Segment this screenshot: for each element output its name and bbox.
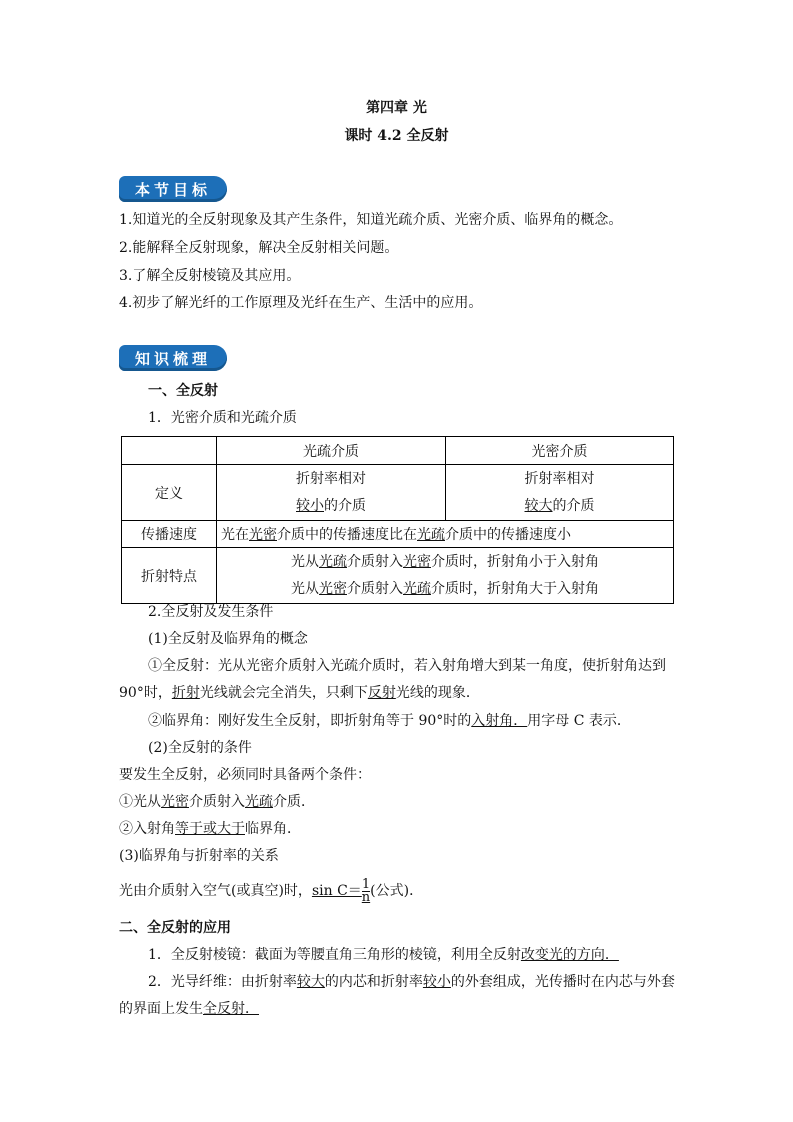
section-heading: 二、全反射的应用 bbox=[119, 920, 231, 936]
paragraph: 1．全反射棱镜：截面为等腰直角三角形的棱镜，利用全反射改变光的方向． bbox=[148, 947, 619, 963]
paragraph: ②入射角等于或大于临界角． bbox=[119, 821, 301, 837]
paragraph: 的界面上发生全反射． bbox=[119, 1001, 259, 1017]
fraction: $\frac{1}{n}$ bbox=[361, 876, 371, 905]
medium-comparison-table bbox=[121, 436, 674, 604]
formula-line: 光由介质射入空气(或真空)时，sin C＝ $\frac{1}{n}$ (公式)． bbox=[119, 876, 424, 905]
subsection-heading: 1．光密介质和光疏介质 bbox=[148, 410, 297, 426]
paragraph: ①光从光密介质射入光疏介质． bbox=[119, 794, 315, 810]
objective-item: 4.初步了解光纤的工作原理及光纤在生产、生活中的应用。 bbox=[119, 295, 483, 311]
subsection-heading: 2.全反射及发生条件 bbox=[148, 604, 274, 620]
row-label-definition: 定义 bbox=[122, 465, 217, 521]
definition-sparse: 折射率相对 较小的介质 bbox=[217, 465, 446, 521]
section-heading: 一、全反射 bbox=[148, 383, 218, 399]
speed-description: 光在光密介质中的传播速度比在光疏介质中的传播速度小 bbox=[217, 521, 674, 548]
row-label-speed: 传播速度 bbox=[122, 521, 217, 548]
knowledge-badge: 知识梳理 bbox=[119, 345, 227, 371]
chapter-title: 第四章 光 bbox=[366, 100, 427, 116]
paragraph: (2)全反射的条件 bbox=[148, 740, 252, 756]
paragraph: 要发生全反射，必须同时具备两个条件： bbox=[119, 767, 371, 783]
row-label-refraction: 折射特点 bbox=[122, 548, 217, 604]
table-header-dense: 光密介质 bbox=[446, 437, 674, 465]
table-header-sparse: 光疏介质 bbox=[217, 437, 446, 465]
paragraph: 2．光导纤维：由折射率较大的内芯和折射率较小的外套组成，光传播时在内芯与外套 bbox=[148, 974, 675, 990]
paragraph: (3)临界角与折射率的关系 bbox=[119, 848, 279, 864]
table-corner-cell bbox=[122, 437, 217, 465]
refraction-description: 光从光疏介质射入光密介质时，折射角小于入射角 光从光密介质射入光疏介质时，折射角大于入射角 bbox=[217, 548, 674, 604]
objective-item: 1.知道光的全反射现象及其产生条件，知道光疏介质、光密介质、临界角的概念。 bbox=[119, 212, 623, 228]
paragraph: 90°时，折射光线就会完全消失，只剩下反射光线的现象． bbox=[119, 685, 480, 701]
objectives-badge: 本节目标 bbox=[119, 176, 227, 202]
objective-item: 2.能解释全反射现象，解决全反射相关问题。 bbox=[119, 240, 399, 256]
paragraph: ①全反射：光从光密介质射入光疏介质时，若入射角增大到某一角度，使折射角达到 bbox=[148, 658, 666, 674]
objective-item: 3.了解全反射棱镜及其应用。 bbox=[119, 268, 301, 284]
paragraph: (1)全反射及临界角的概念 bbox=[148, 631, 308, 647]
paragraph: ②临界角：刚好发生全反射，即折射角等于 90°时的入射角．用字母 C 表示． bbox=[148, 713, 631, 729]
definition-dense: 折射率相对 较大的介质 bbox=[446, 465, 674, 521]
lesson-title: 课时 4.2 全反射 bbox=[344, 128, 449, 144]
